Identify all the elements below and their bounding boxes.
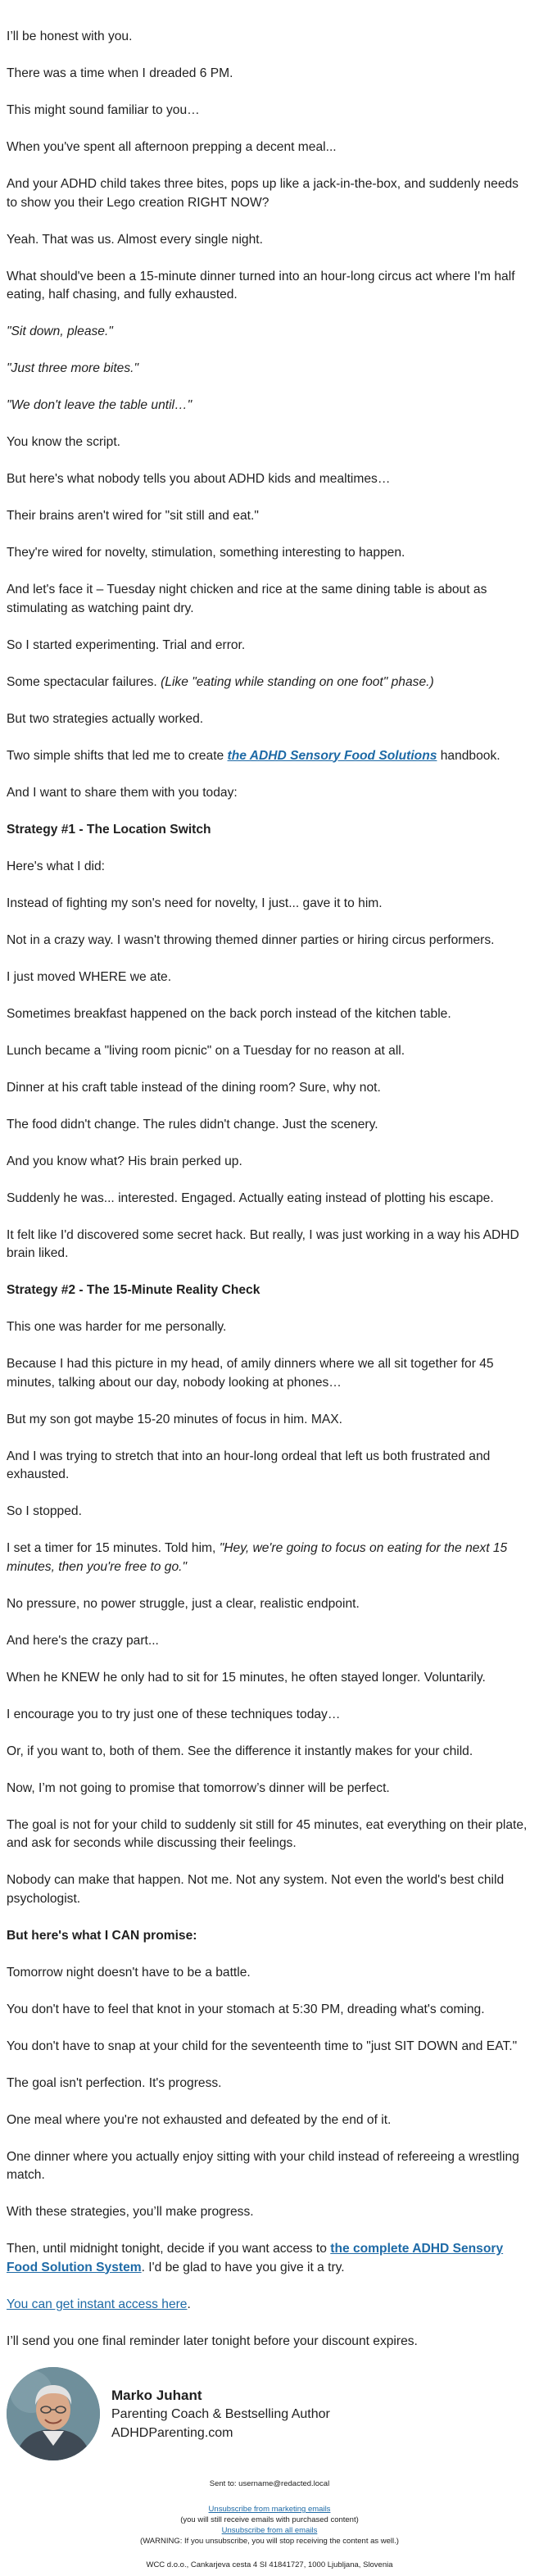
author-photo-icon <box>7 2367 100 2460</box>
email-paragraph <box>7 1595 532 1614</box>
body-text: Yeah. That was us. Almost every single night. <box>7 232 263 247</box>
body-text: And your ADHD child takes three bites, pops up like a jack-in-the-box, and suddenly needs to show you their Lego creation RIGHT NOW? <box>7 177 519 210</box>
email-paragraph <box>7 323 532 342</box>
body-text: But here's what nobody tells you about ADHD kids and mealtimes… <box>7 472 391 486</box>
body-text: So I stopped. <box>7 1504 82 1518</box>
body-text: The food didn't change. The rules didn't change. Just the scenery. <box>7 1117 378 1132</box>
author-website: ADHDParenting.com <box>111 2425 233 2440</box>
email-paragraph <box>7 2075 532 2093</box>
body-text: When he KNEW he only had to sit for 15 minutes, he often stayed longer. Voluntarily. <box>7 1670 486 1685</box>
body-text: Now, I’m not going to promise that tomorrow’s dinner will be perfect. <box>7 1780 390 1795</box>
email-paragraph <box>7 268 532 305</box>
body-text: Or, if you want to, both of them. See the difference it instantly makes for your child. <box>7 1744 473 1758</box>
email-paragraph <box>7 397 532 415</box>
section-heading: But here's what I CAN promise: <box>7 1928 197 1943</box>
body-text: You know the script. <box>7 435 120 449</box>
body-text: Lunch became a "living room picnic" on a Tuesday for no reason at all. <box>7 1043 405 1058</box>
body-text: You don't have to snap at your child for the seventeenth time to "just SIT DOWN and EAT." <box>7 2039 518 2053</box>
email-paragraph <box>7 1816 532 1853</box>
email-paragraph <box>7 1005 532 1024</box>
body-text: I’ll be honest with you. <box>7 29 133 43</box>
email-paragraph <box>7 710 532 729</box>
body-text: But two strategies actually worked. <box>7 711 204 726</box>
author-name: Marko Juhant <box>111 2387 202 2403</box>
email-paragraph <box>7 544 532 563</box>
emphasis-text: "Sit down, please." <box>7 324 113 338</box>
emphasis-text: "We don't leave the table until…" <box>7 398 192 412</box>
body-text: I encourage you to try just one of these techniques today… <box>7 1707 341 1721</box>
email-paragraph <box>7 175 532 212</box>
body-text: And let's face it – Tuesday night chicken and rice at the same dining table is about as stimulating as watching paint dry. <box>7 583 487 615</box>
email-paragraph <box>7 65 532 84</box>
email-paragraph <box>7 858 532 877</box>
email-paragraph <box>7 1964 532 1983</box>
body-text: Tomorrow night doesn't have to be a battle. <box>7 1965 251 1980</box>
email-paragraph <box>7 1632 532 1651</box>
body-text: Their brains aren't wired for "sit still and eat." <box>7 509 259 523</box>
author-avatar <box>7 2367 100 2460</box>
email-paragraph <box>7 1927 532 1946</box>
email-paragraph <box>7 2001 532 2020</box>
email-paragraph <box>7 673 532 692</box>
email-paragraph <box>7 102 532 120</box>
email-paragraph <box>7 2111 532 2130</box>
email-paragraph <box>7 2148 532 2185</box>
body-text: What should've been a 15-minute dinner turned into an hour-long circus act where I'm half eating, half chasing, and fully exhausted. <box>7 269 515 302</box>
email-paragraph <box>7 1079 532 1098</box>
email-paragraph <box>7 821 532 840</box>
email-paragraph <box>7 932 532 950</box>
email-paragraph <box>7 1318 532 1337</box>
body-text: The goal isn't perfection. It's progress. <box>7 2075 222 2090</box>
body-text: Dinner at his craft table instead of the dining room? Sure, why not. <box>7 1080 381 1095</box>
email-paragraph <box>7 507 532 526</box>
body-text: Nobody can make that happen. Not me. Not any system. Not even the world's best child psychologist. <box>7 1873 505 1906</box>
body-text: Suddenly he was... interested. Engaged. Actually eating instead of plotting his escape. <box>7 1190 494 1205</box>
emphasis-text: "Just three more bites." <box>7 361 139 375</box>
body-text: With these strategies, you’ll make progress. <box>7 2205 254 2219</box>
body-text: I just moved WHERE we ate. <box>7 969 172 984</box>
signature-block <box>7 2367 532 2460</box>
email-paragraph <box>7 1153 532 1172</box>
body-text: Sometimes breakfast happened on the back porch instead of the kitchen table. <box>7 1006 451 1021</box>
email-paragraph <box>7 784 532 803</box>
email-paragraph <box>7 433 532 452</box>
email-paragraph <box>7 1227 532 1263</box>
unsubscribe-marketing-link[interactable]: Unsubscribe from marketing emails <box>208 2505 331 2514</box>
body-text: Then, until midnight tonight, decide if you want access to <box>7 2242 331 2256</box>
email-paragraph <box>7 2203 532 2222</box>
email-paragraph <box>7 581 532 618</box>
body-text: This one was harder for me personally. <box>7 1320 227 1334</box>
body-text: The goal is not for your child to suddenly sit still for 45 minutes, eat everything on their plate, and ask for seconds while discussing their feelings. <box>7 1817 528 1850</box>
email-footer <box>0 2478 539 2570</box>
body-text: There was a time when I dreaded 6 PM. <box>7 66 233 80</box>
email-paragraph <box>7 470 532 489</box>
email-paragraph <box>7 637 532 655</box>
email-paragraph <box>7 1355 532 1392</box>
email-paragraph <box>7 2038 532 2057</box>
email-paragraph <box>7 1116 532 1135</box>
company-address: WCC d.o.o., Cankarjeva cesta 4 SI 41841727, 1000 Ljubljana, Slovenia <box>146 2560 393 2569</box>
section-heading: Strategy #2 - The 15-Minute Reality Check <box>7 1283 260 1297</box>
emphasis-text: (Like "eating while standing on one foot" phase.) <box>161 674 434 689</box>
email-paragraph <box>7 138 532 157</box>
body-text: . <box>187 2297 191 2311</box>
email-paragraph <box>7 1871 532 1908</box>
instant-access-link[interactable]: You can get instant access here <box>7 2297 188 2311</box>
body-text: I set a timer for 15 minutes. Told him, <box>7 1541 220 1555</box>
body-text: Two simple shifts that led me to create <box>7 748 228 763</box>
body-text: Not in a crazy way. I wasn't throwing themed dinner parties or hiring circus performers. <box>7 932 495 947</box>
email-paragraph <box>7 1706 532 1725</box>
author-title: Parenting Coach & Bestselling Author <box>111 2406 330 2421</box>
unsubscribe-all-link[interactable]: Unsubscribe from all emails <box>221 2526 318 2535</box>
email-paragraph <box>7 1411 532 1430</box>
unsubscribe-marketing-note: (you will still receive emails with purchased content) <box>180 2515 359 2524</box>
body-text: One dinner where you actually enjoy sitting with your child instead of refereeing a wrestling match. <box>7 2149 519 2182</box>
email-paragraph <box>7 231 532 250</box>
body-text: Here's what I did: <box>7 859 105 873</box>
body-text: I’ll send you one final reminder later tonight before your discount expires. <box>7 2333 418 2348</box>
email-paragraph <box>7 2240 532 2277</box>
email-paragraph <box>7 1743 532 1762</box>
body-text: Some spectacular failures. <box>7 674 161 689</box>
email-paragraph <box>7 2296 532 2315</box>
body-text: And I want to share them with you today: <box>7 785 238 800</box>
body-text: And you know what? His brain perked up. <box>7 1154 242 1168</box>
body-text: This might sound familiar to you… <box>7 103 200 117</box>
email-paragraph <box>7 968 532 987</box>
unsubscribe-all-note: (WARNING: If you unsubscribe, you will stop receiving the content as well.) <box>140 2537 399 2546</box>
emphasis-text: "Hey, we're going to focus on eating for the next 15 minutes, then you're free to go." <box>7 1541 508 1574</box>
body-text: When you've spent all afternoon prepping a decent meal... <box>7 140 337 154</box>
body-text: But my son got maybe 15-20 minutes of focus in him. MAX. <box>7 1412 342 1426</box>
handbook-link[interactable]: the ADHD Sensory Food Solutions <box>227 748 437 763</box>
email-paragraph <box>7 1281 532 1300</box>
body-text: It felt like I'd discovered some secret hack. But really, I was just working in a way his ADHD brain liked. <box>7 1227 519 1260</box>
email-paragraph <box>7 1669 532 1688</box>
body-text: handbook. <box>437 748 500 763</box>
email-paragraph <box>7 895 532 914</box>
body-text: Because I had this picture in my head, of amily dinners where we all sit together for 45 minutes, talking about our day, nobody looking at phones… <box>7 1357 494 1390</box>
email-paragraph <box>7 28 532 47</box>
offer-link[interactable]: the complete ADHD Sensory Food Solution System <box>7 2242 504 2274</box>
body-text: Instead of fighting my son's need for novelty, I just... gave it to him. <box>7 896 383 910</box>
email-paragraph <box>7 1190 532 1209</box>
body-text: You don't have to feel that knot in your stomach at 5:30 PM, dreading what's coming. <box>7 2002 485 2016</box>
body-text: And here's the crazy part... <box>7 1633 159 1648</box>
body-text: No pressure, no power struggle, just a clear, realistic endpoint. <box>7 1596 360 1611</box>
body-text: . I'd be glad to have you give it a try. <box>141 2260 345 2274</box>
email-paragraph <box>7 1042 532 1061</box>
body-text: So I started experimenting. Trial and error. <box>7 637 246 652</box>
email-paragraph <box>7 1503 532 1522</box>
body-text: And I was trying to stretch that into an hour-long ordeal that left us both frustrated and exhausted. <box>7 1449 491 1481</box>
sent-to-text: Sent to: username@redacted.local <box>209 2479 330 2488</box>
signature-text <box>111 2386 330 2442</box>
email-paragraph <box>7 360 532 379</box>
email-paragraph <box>7 747 532 766</box>
section-heading: Strategy #1 - The Location Switch <box>7 822 211 837</box>
email-paragraph <box>7 1780 532 1798</box>
email-paragraph <box>7 1540 532 1576</box>
email-paragraph <box>7 2333 532 2352</box>
email-paragraph <box>7 1448 532 1485</box>
body-text: One meal where you're not exhausted and defeated by the end of it. <box>7 2112 392 2127</box>
body-text: They're wired for novelty, stimulation, something interesting to happen. <box>7 546 405 560</box>
